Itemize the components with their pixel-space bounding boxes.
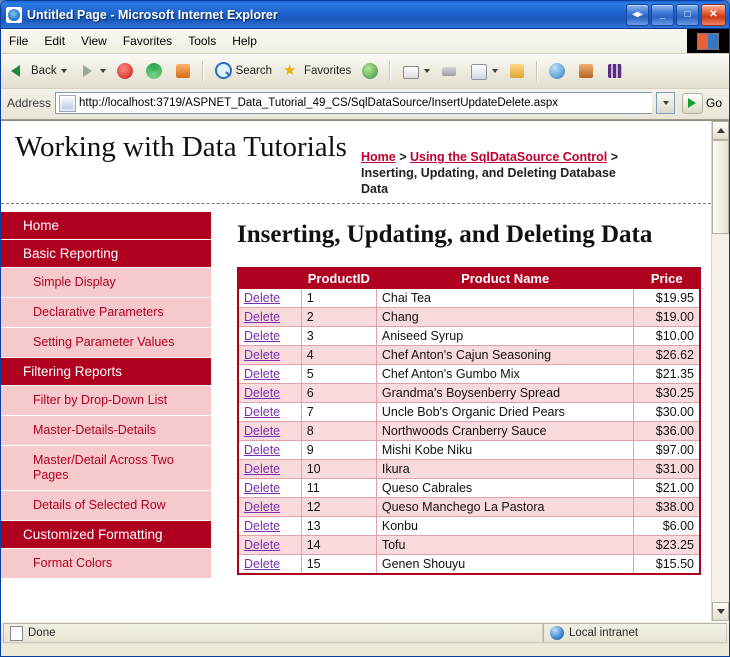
- price-cell: $38.00: [634, 498, 700, 517]
- delete-link[interactable]: Delete: [244, 310, 281, 324]
- forward-button[interactable]: [73, 59, 109, 83]
- grid-icon: [605, 61, 625, 81]
- scroll-down-button[interactable]: [712, 602, 729, 621]
- printer-icon: [439, 61, 459, 81]
- product-id-cell: 2: [301, 308, 376, 327]
- product-name-cell: Northwoods Cranberry Sauce: [376, 422, 634, 441]
- toolbar-separator: [389, 61, 391, 81]
- table-row: [238, 308, 700, 327]
- table-row: [238, 289, 700, 308]
- stop-icon: [115, 61, 135, 81]
- sidebar-item-format-colors[interactable]: Format Colors: [1, 549, 211, 579]
- sidebar-item-master-detail-across-two-pages[interactable]: Master/Detail Across Two Pages: [1, 446, 211, 491]
- sidebar-item-filtering-reports[interactable]: Filtering Reports: [1, 358, 211, 386]
- delete-cell[interactable]: [238, 498, 301, 517]
- delete-cell[interactable]: [238, 327, 301, 346]
- table-row: [238, 555, 700, 575]
- product-id-cell: 13: [301, 517, 376, 536]
- arrow-left-icon: [8, 61, 28, 81]
- menu-edit[interactable]: Edit: [44, 34, 66, 48]
- price-cell: $30.25: [634, 384, 700, 403]
- sidebar-item-master-details-details[interactable]: Master-Details-Details: [1, 416, 211, 446]
- breadcrumb: [361, 131, 621, 197]
- sidebar-item-details-of-selected-row[interactable]: Details of Selected Row: [1, 491, 211, 521]
- address-url-text: http://localhost:3719/ASPNET_Data_Tutorial_49_CS/SqlDataSource/InsertUpdateDelete.aspx: [79, 97, 559, 109]
- table-row: [238, 441, 700, 460]
- product-id-cell: 12: [301, 498, 376, 517]
- price-cell: $31.00: [634, 460, 700, 479]
- mail-icon: [400, 61, 420, 81]
- product-name-cell: Chang: [376, 308, 634, 327]
- product-name-cell: Chef Anton's Cajun Seasoning: [376, 346, 634, 365]
- zone-text: Local intranet: [569, 627, 639, 639]
- title-bar: [1, 1, 729, 29]
- favorites-button[interactable]: [278, 59, 354, 83]
- price-cell: $19.00: [634, 308, 700, 327]
- delete-cell[interactable]: [238, 555, 301, 575]
- breadcrumb-section-link[interactable]: Using the SqlDataSource Control: [409, 150, 608, 164]
- globe-icon: [550, 626, 564, 640]
- sidebar-item-basic-reporting[interactable]: Basic Reporting: [1, 240, 211, 268]
- breadcrumb-sep: >: [607, 150, 618, 164]
- security-zone: [543, 623, 727, 643]
- main-content: [211, 204, 711, 579]
- home-button[interactable]: [170, 59, 196, 83]
- product-id-cell: 6: [301, 384, 376, 403]
- page-title: Working with Data Tutorials: [15, 131, 347, 163]
- go-icon: [682, 93, 703, 114]
- menu-view[interactable]: View: [81, 34, 107, 48]
- menu-file[interactable]: File: [9, 34, 29, 48]
- search-button[interactable]: [210, 59, 275, 83]
- delete-link[interactable]: Delete: [244, 538, 281, 552]
- product-name-cell: Grandma's Boysenberry Spread: [376, 384, 634, 403]
- page-body: [1, 204, 711, 579]
- scrollbar-track[interactable]: [712, 140, 729, 602]
- product-name-cell: Aniseed Syrup: [376, 327, 634, 346]
- encarta-button[interactable]: [602, 59, 628, 83]
- maximize-button[interactable]: □: [676, 4, 699, 26]
- price-cell: $6.00: [634, 517, 700, 536]
- address-bar: [1, 89, 729, 120]
- product-name-cell: Queso Cabrales: [376, 479, 634, 498]
- delete-cell[interactable]: [238, 365, 301, 384]
- product-name-cell: Chai Tea: [376, 289, 634, 308]
- product-id-cell: 1: [301, 289, 376, 308]
- price-cell: $21.00: [634, 479, 700, 498]
- chevron-down-icon[interactable]: [492, 69, 498, 73]
- table-body: [238, 289, 700, 575]
- delete-link[interactable]: Delete: [244, 462, 281, 476]
- price-cell: $26.62: [634, 346, 700, 365]
- sidebar-item-setting-parameter-values[interactable]: Setting Parameter Values: [1, 328, 211, 358]
- table-row: [238, 536, 700, 555]
- search-icon: [213, 61, 233, 81]
- column-header-actions: [238, 268, 301, 289]
- menu-tools[interactable]: Tools: [188, 34, 217, 48]
- table-row: [238, 346, 700, 365]
- content-heading: Inserting, Updating, and Deleting Data: [237, 221, 653, 248]
- delete-cell[interactable]: [238, 384, 301, 403]
- sidebar-item-declarative-parameters[interactable]: Declarative Parameters: [1, 298, 211, 328]
- column-header-price: Price: [634, 268, 700, 289]
- status-message: [3, 623, 543, 643]
- product-name-cell: Queso Manchego La Pastora: [376, 498, 634, 517]
- delete-cell[interactable]: [238, 536, 301, 555]
- table-row: [238, 327, 700, 346]
- column-header-product-name: Product Name: [376, 268, 634, 289]
- price-cell: $15.50: [634, 555, 700, 575]
- messenger-button[interactable]: [544, 59, 570, 83]
- delete-link[interactable]: Delete: [244, 481, 281, 495]
- delete-cell[interactable]: [238, 403, 301, 422]
- table-row: [238, 460, 700, 479]
- chevron-down-icon[interactable]: [424, 69, 430, 73]
- price-cell: $36.00: [634, 422, 700, 441]
- table-row: [238, 403, 700, 422]
- price-cell: $10.00: [634, 327, 700, 346]
- delete-link[interactable]: Delete: [244, 329, 281, 343]
- product-id-cell: 9: [301, 441, 376, 460]
- browser-toolbar: [1, 54, 729, 89]
- window-title: Untitled Page - Microsoft Internet Explorer: [27, 7, 278, 22]
- menu-bar: [1, 29, 729, 54]
- product-id-cell: 14: [301, 536, 376, 555]
- web-page: [1, 121, 711, 621]
- window-controls: [626, 4, 726, 26]
- menu-favorites[interactable]: Favorites: [122, 34, 173, 48]
- home-icon: [173, 61, 193, 81]
- stop-button[interactable]: [112, 59, 138, 83]
- globe-icon: [547, 61, 567, 81]
- scroll-up-button[interactable]: [712, 121, 729, 140]
- products-table: [237, 267, 701, 575]
- edit-button[interactable]: [465, 59, 501, 83]
- star-icon: ★: [283, 62, 297, 79]
- mail-button[interactable]: [397, 59, 433, 83]
- table-row: [238, 384, 700, 403]
- sidebar-item-filter-by-drop-down-list[interactable]: Filter by Drop-Down List: [1, 386, 211, 416]
- table-row: [238, 422, 700, 441]
- status-text: Done: [28, 627, 56, 639]
- breadcrumb-sep: >: [395, 150, 410, 164]
- breadcrumb-current: Inserting, Updating, and Deleting Database Data: [360, 166, 616, 196]
- product-name-cell: Ikura: [376, 460, 634, 479]
- delete-cell[interactable]: [238, 422, 301, 441]
- delete-link[interactable]: Delete: [244, 386, 281, 400]
- search-label: Search: [235, 65, 273, 77]
- toolbar-separator: [202, 61, 204, 81]
- delete-link[interactable]: Delete: [244, 424, 281, 438]
- price-cell: $30.00: [634, 403, 700, 422]
- product-name-cell: Tofu: [376, 536, 634, 555]
- toolbar-separator: [536, 61, 538, 81]
- delete-cell[interactable]: [238, 308, 301, 327]
- delete-link[interactable]: Delete: [244, 367, 281, 381]
- sidebar-item-customized-formatting[interactable]: Customized Formatting: [1, 521, 211, 549]
- product-id-cell: 5: [301, 365, 376, 384]
- product-name-cell: Uncle Bob's Organic Dried Pears: [376, 403, 634, 422]
- product-id-cell: 11: [301, 479, 376, 498]
- close-button[interactable]: ✕: [701, 4, 726, 26]
- table-row: [238, 479, 700, 498]
- address-input[interactable]: [55, 92, 652, 114]
- delete-link[interactable]: Delete: [244, 519, 281, 533]
- delete-cell[interactable]: [238, 460, 301, 479]
- delete-cell[interactable]: [238, 289, 301, 308]
- menu-help[interactable]: Help: [232, 34, 257, 48]
- breadcrumb-home-link[interactable]: Home: [360, 150, 396, 164]
- table-row: [238, 498, 700, 517]
- page-area: [1, 120, 729, 621]
- product-id-cell: 3: [301, 327, 376, 346]
- product-id-cell: 8: [301, 422, 376, 441]
- price-cell: $97.00: [634, 441, 700, 460]
- product-id-cell: 7: [301, 403, 376, 422]
- sidebar-item-simple-display[interactable]: Simple Display: [1, 268, 211, 298]
- research-button[interactable]: [573, 59, 599, 83]
- vertical-scrollbar[interactable]: [711, 121, 729, 621]
- delete-cell[interactable]: [238, 479, 301, 498]
- column-header-productid: ProductID: [301, 268, 376, 289]
- chevron-down-icon[interactable]: [100, 69, 106, 73]
- status-bar: [1, 621, 729, 644]
- delete-link[interactable]: Delete: [244, 348, 281, 362]
- arrow-right-icon: [76, 61, 96, 81]
- price-cell: $19.95: [634, 289, 700, 308]
- minimize-button[interactable]: _: [651, 4, 674, 26]
- refresh-icon: [144, 61, 164, 81]
- media-icon: [360, 61, 380, 81]
- back-label: Back: [31, 65, 57, 77]
- sidebar-nav: [1, 204, 211, 579]
- table-row: [238, 365, 700, 384]
- product-name-cell: Chef Anton's Gumbo Mix: [376, 365, 634, 384]
- delete-cell[interactable]: [238, 346, 301, 365]
- product-name-cell: Genen Shouyu: [376, 555, 634, 575]
- delete-cell[interactable]: [238, 441, 301, 460]
- application-icon: [6, 7, 22, 23]
- chevron-down-icon[interactable]: [61, 69, 67, 73]
- table-header-row: [238, 268, 700, 289]
- refresh-button[interactable]: [141, 59, 167, 83]
- address-dropdown-button[interactable]: [656, 92, 675, 114]
- price-cell: $21.35: [634, 365, 700, 384]
- go-button[interactable]: [679, 93, 725, 114]
- scrollbar-thumb[interactable]: [712, 140, 729, 234]
- product-id-cell: 15: [301, 555, 376, 575]
- address-label: Address: [7, 96, 52, 110]
- document-icon: [10, 626, 23, 641]
- product-name-cell: Mishi Kobe Niku: [376, 441, 634, 460]
- delete-link[interactable]: Delete: [244, 557, 281, 571]
- product-name-cell: Konbu: [376, 517, 634, 536]
- restore-window-button[interactable]: ◂▸: [626, 4, 649, 26]
- edit-page-icon: [468, 61, 488, 81]
- delete-link[interactable]: Delete: [244, 291, 281, 305]
- sidebar-item-home[interactable]: Home: [1, 212, 211, 240]
- delete-cell[interactable]: [238, 517, 301, 536]
- page-icon: [59, 95, 76, 112]
- site-header: [1, 121, 711, 204]
- folder-icon: [507, 61, 527, 81]
- discuss-button[interactable]: [504, 59, 530, 83]
- media-button[interactable]: [357, 59, 383, 83]
- product-id-cell: 10: [301, 460, 376, 479]
- delete-link[interactable]: Delete: [244, 443, 281, 457]
- go-label: Go: [705, 96, 722, 110]
- product-id-cell: 4: [301, 346, 376, 365]
- print-button[interactable]: [436, 59, 462, 83]
- back-button[interactable]: [5, 59, 70, 83]
- price-cell: $23.25: [634, 536, 700, 555]
- book-icon: [576, 61, 596, 81]
- delete-link[interactable]: Delete: [244, 500, 281, 514]
- delete-link[interactable]: Delete: [244, 405, 281, 419]
- favorites-label: Favorites: [304, 65, 352, 77]
- table-row: [238, 517, 700, 536]
- browser-logo-icon: [687, 29, 729, 53]
